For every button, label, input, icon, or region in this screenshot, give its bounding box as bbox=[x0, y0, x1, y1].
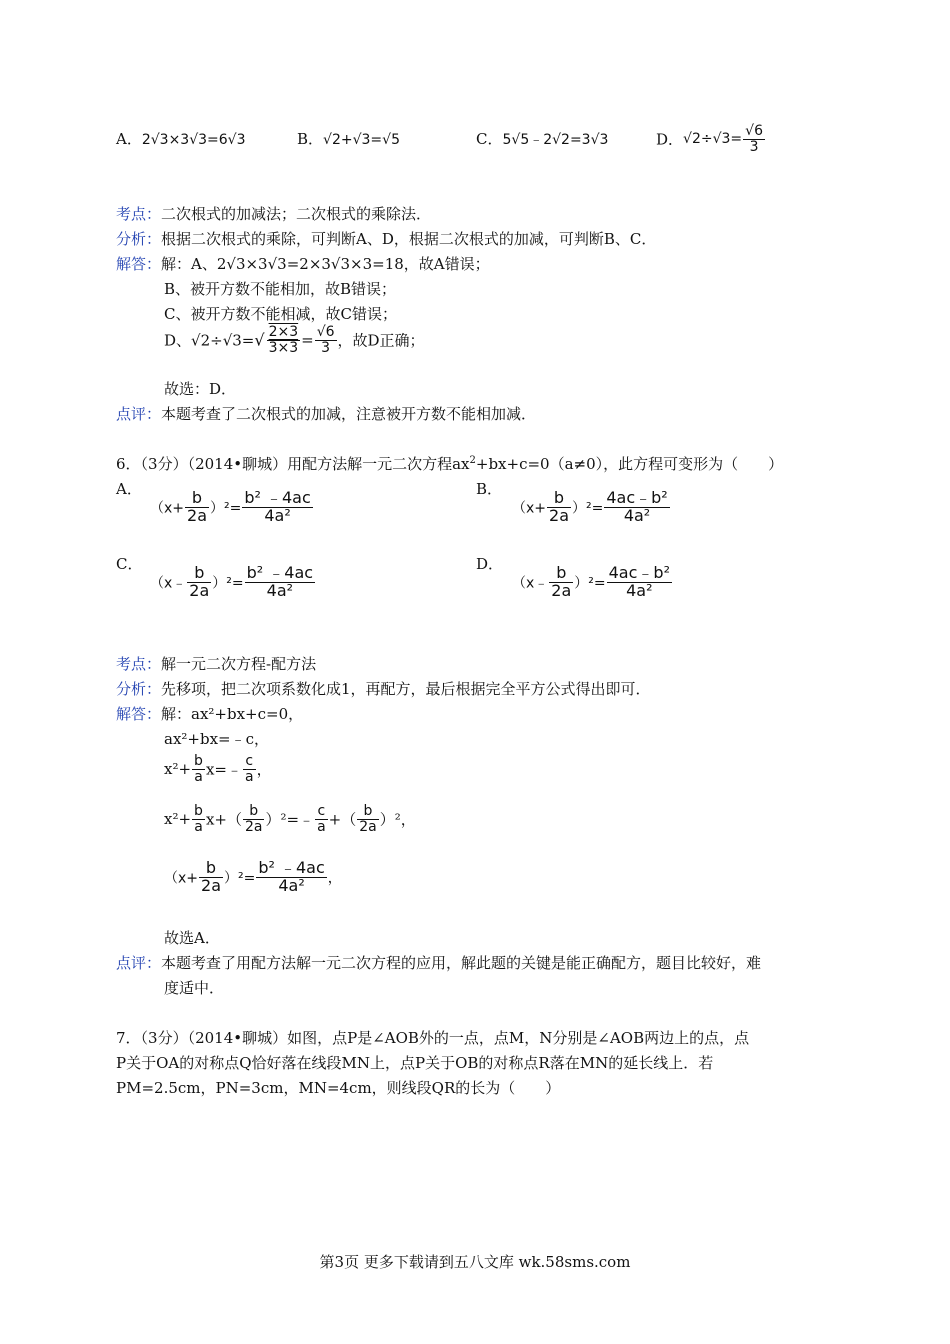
q5-jieda-line-4: D、√2÷√3=√ $\frac{2\times 3}{3\times 3}$ = $\frac{√6}{3}$ ，故D正确； bbox=[164, 324, 425, 356]
q6-step-2: ax²+bx=﹣c， bbox=[164, 730, 270, 748]
step-text: x²+ bbox=[164, 810, 192, 829]
q6-kaodian bbox=[116, 653, 316, 674]
fraction-numerator: b bbox=[199, 860, 223, 878]
fraction-numerator: √6 bbox=[745, 123, 763, 139]
option-expression: 5√5﹣2√2=3√3 bbox=[502, 132, 609, 148]
expr-text: ）²= bbox=[212, 575, 244, 592]
jieda-line: 解：A、2√3×3√3=2×3√3×3=18，故A错误； bbox=[161, 255, 490, 273]
fraction-denominator: a bbox=[194, 818, 203, 835]
fenxi-text: 根据二次根式的乘除，可判断A、D，根据二次根式的加减，可判断B、C． bbox=[161, 230, 657, 248]
fraction-numerator: 4ac﹣b² bbox=[606, 488, 668, 507]
fraction bbox=[185, 490, 209, 525]
q6-option-c-expr bbox=[150, 565, 316, 600]
fraction-denominator: 2a bbox=[189, 580, 210, 600]
step-text: ）²=﹣ bbox=[265, 810, 315, 829]
q6-option-d-label: D． bbox=[476, 555, 504, 573]
fraction-denominator: 3×3 bbox=[268, 339, 299, 356]
dianping-text: 本题考查了二次根式的加减，注意被开方数不能相加减． bbox=[161, 405, 537, 423]
q6-option-a-label: A． bbox=[116, 480, 142, 498]
fraction-denominator: 2a bbox=[359, 818, 377, 835]
expr-text: ）²= bbox=[572, 500, 604, 517]
fraction-denominator: 3 bbox=[749, 138, 759, 155]
option-expression: √2+√3=√5 bbox=[323, 132, 400, 148]
fraction-numerator: b bbox=[194, 753, 203, 769]
stem-text: 6．（3分）（2014•聊城）用配方法解一元二次方程ax bbox=[116, 455, 470, 473]
fraction-numerator: c bbox=[315, 804, 328, 820]
fraction-numerator: b bbox=[194, 803, 203, 819]
step-text: +（ bbox=[328, 810, 357, 829]
q6-step-5 bbox=[164, 860, 342, 895]
q5-jieda-line-2: B、被开方数不能相加，故B错误； bbox=[164, 280, 397, 298]
q6-step-6: 故选A． bbox=[164, 929, 220, 947]
fraction bbox=[549, 565, 573, 600]
fraction-numerator: c bbox=[243, 754, 256, 770]
expr-text: ）²= bbox=[574, 575, 606, 592]
step-text: （x+ bbox=[164, 870, 199, 887]
jieda-label: 解答： bbox=[116, 705, 162, 723]
kaodian-text: 二次根式的加减法；二次根式的乘除法． bbox=[161, 205, 432, 223]
fraction-numerator: 4ac﹣b² bbox=[608, 563, 670, 582]
q6-fenxi bbox=[116, 678, 651, 699]
radical-sign: √ bbox=[254, 330, 265, 350]
fraction-denominator: 2a bbox=[551, 580, 572, 600]
fraction bbox=[243, 754, 256, 784]
q6-option-b-expr bbox=[512, 490, 671, 525]
fraction bbox=[243, 804, 265, 834]
step-text: D、√2÷√3= bbox=[164, 331, 255, 350]
q7-line-1: 7．（3分）（2014•聊城）如图，点P是∠AOB外的一点，点M，N分别是∠AOB两边上的点，点 bbox=[116, 1029, 750, 1047]
fraction-denominator: 2a bbox=[244, 818, 263, 835]
step-text: ，故D正确； bbox=[337, 331, 425, 350]
expr-text: （x﹣ bbox=[150, 575, 187, 592]
radicand-fraction bbox=[266, 325, 301, 355]
jieda-line: 解：ax²+bx+c=0， bbox=[161, 705, 304, 723]
option-fraction bbox=[743, 124, 765, 154]
fraction bbox=[242, 490, 312, 525]
dianping-label: 点评： bbox=[116, 954, 162, 972]
fraction-denominator: 2a bbox=[187, 505, 207, 525]
q7-line-3: PM=2.5cm，PN=3cm，MN=4cm，则线段QR的长为（ ） bbox=[116, 1079, 561, 1097]
fraction bbox=[245, 565, 315, 600]
fraction bbox=[192, 754, 205, 784]
q7-line-2: P关于OA的对称点Q恰好落在线段MN上，点P关于OB的对称点R落在MN的延长线上．若 bbox=[116, 1054, 714, 1072]
option-expression: 2√3×3√3=6√3 bbox=[141, 132, 246, 148]
q6-option-b-label: B． bbox=[476, 480, 503, 498]
q5-jieda bbox=[116, 253, 490, 274]
q5-option-a bbox=[116, 128, 246, 149]
option-expression: √2÷√3= bbox=[683, 131, 743, 148]
q5-fenxi bbox=[116, 228, 656, 249]
dianping-text: 本题考查了用配方法解一元二次方程的应用，解此题的关键是能正确配方，题目比较好，难 bbox=[161, 954, 762, 972]
step-text: ）²， bbox=[379, 810, 416, 829]
fraction-denominator: 4a² bbox=[264, 505, 291, 525]
jieda-label: 解答： bbox=[116, 255, 162, 273]
q6-option-c-label: C． bbox=[116, 555, 143, 573]
fraction-denominator: 4a² bbox=[623, 505, 651, 525]
fraction-denominator: a bbox=[317, 818, 326, 835]
fraction-numerator: √6 bbox=[316, 324, 335, 340]
fraction-numerator: 2×3 bbox=[268, 324, 299, 340]
step-text: x²+ bbox=[164, 760, 192, 779]
q5-kaodian bbox=[116, 203, 431, 224]
q6-option-d-expr bbox=[512, 565, 673, 600]
q5-dianping bbox=[116, 403, 536, 424]
kaodian-label: 考点： bbox=[116, 655, 162, 673]
kaodian-text: 解一元二次方程-配方法 bbox=[161, 655, 317, 673]
fraction bbox=[607, 565, 672, 600]
q6-jieda bbox=[116, 703, 303, 724]
q6-step-3: x²+ $\frac{b}{a}$ x=﹣ $\frac{c}{a}$ ， bbox=[164, 753, 272, 785]
option-label: D． bbox=[656, 130, 684, 149]
fraction-denominator: 3 bbox=[321, 339, 331, 356]
stem-text: +bx+c=0（a≠0），此方程可变形为（ ） bbox=[475, 455, 784, 473]
kaodian-label: 考点： bbox=[116, 205, 162, 223]
fraction-numerator: b bbox=[549, 565, 573, 583]
expr-text: ）²= bbox=[210, 500, 242, 517]
fraction-numerator: b² ﹣4ac bbox=[246, 563, 314, 582]
fraction bbox=[192, 804, 205, 834]
fraction-numerator: b bbox=[357, 804, 379, 820]
q5-option-b bbox=[297, 128, 400, 149]
fenxi-label: 分析： bbox=[116, 230, 162, 248]
step-text: ）²= bbox=[224, 870, 256, 887]
dianping-label: 点评： bbox=[116, 405, 162, 423]
fraction-numerator: b bbox=[185, 490, 209, 508]
fenxi-text: 先移项，把二次项系数化成1，再配方，最后根据完全平方公式得出即可． bbox=[161, 680, 651, 698]
expr-text: （x+ bbox=[150, 500, 185, 517]
q6-dianping-line-2: 度适中． bbox=[164, 979, 225, 997]
q5-jieda-line-5: 故选：D． bbox=[164, 380, 237, 398]
q6-option-a-expr bbox=[150, 490, 314, 525]
fraction bbox=[604, 490, 669, 525]
option-label: C． bbox=[476, 130, 503, 148]
step-text: x+（ bbox=[205, 810, 242, 829]
q6-step-4 bbox=[164, 804, 416, 834]
q5-jieda-line-3: C、被开方数不能相减，故C错误； bbox=[164, 305, 397, 323]
fenxi-label: 分析： bbox=[116, 680, 162, 698]
page-footer: 第3页 更多下载请到五八文库 wk.58sms.com bbox=[319, 1253, 631, 1271]
fraction-denominator: a bbox=[194, 768, 203, 785]
fraction-numerator: b² ﹣4ac bbox=[258, 858, 325, 877]
fraction bbox=[187, 565, 211, 600]
fraction-denominator: 2a bbox=[549, 505, 569, 525]
step-text: x=﹣ bbox=[205, 760, 242, 779]
fraction bbox=[547, 490, 571, 525]
expr-text: （x﹣ bbox=[512, 575, 549, 592]
q5-option-d bbox=[656, 124, 766, 154]
expr-text: （x+ bbox=[512, 500, 547, 517]
fraction-numerator: b bbox=[243, 804, 265, 820]
fraction-denominator: a bbox=[244, 768, 254, 785]
q6-dianping bbox=[116, 952, 761, 973]
fraction bbox=[315, 804, 328, 834]
fraction bbox=[256, 860, 326, 895]
option-label: A． bbox=[116, 130, 142, 148]
fraction-numerator: b bbox=[547, 490, 571, 508]
fraction-denominator: 2a bbox=[201, 875, 221, 895]
fraction bbox=[357, 804, 379, 834]
fraction-denominator: 4a² bbox=[626, 580, 653, 600]
result-fraction bbox=[315, 325, 337, 355]
fraction-denominator: 4a² bbox=[266, 580, 294, 600]
q6-stem: 6．（3分）（2014•聊城）用配方法解一元二次方程$ax^2+bx+c=0(a\ne 0)$，此方程可变形为（ ） bbox=[116, 455, 784, 473]
step-text: ， bbox=[327, 870, 342, 887]
option-label: B． bbox=[297, 130, 324, 148]
fraction-denominator: 4a² bbox=[278, 875, 305, 895]
fraction-numerator: b bbox=[187, 565, 211, 583]
fraction-numerator: b² ﹣4ac bbox=[244, 488, 311, 507]
q5-option-c bbox=[476, 128, 608, 149]
fraction bbox=[199, 860, 223, 895]
